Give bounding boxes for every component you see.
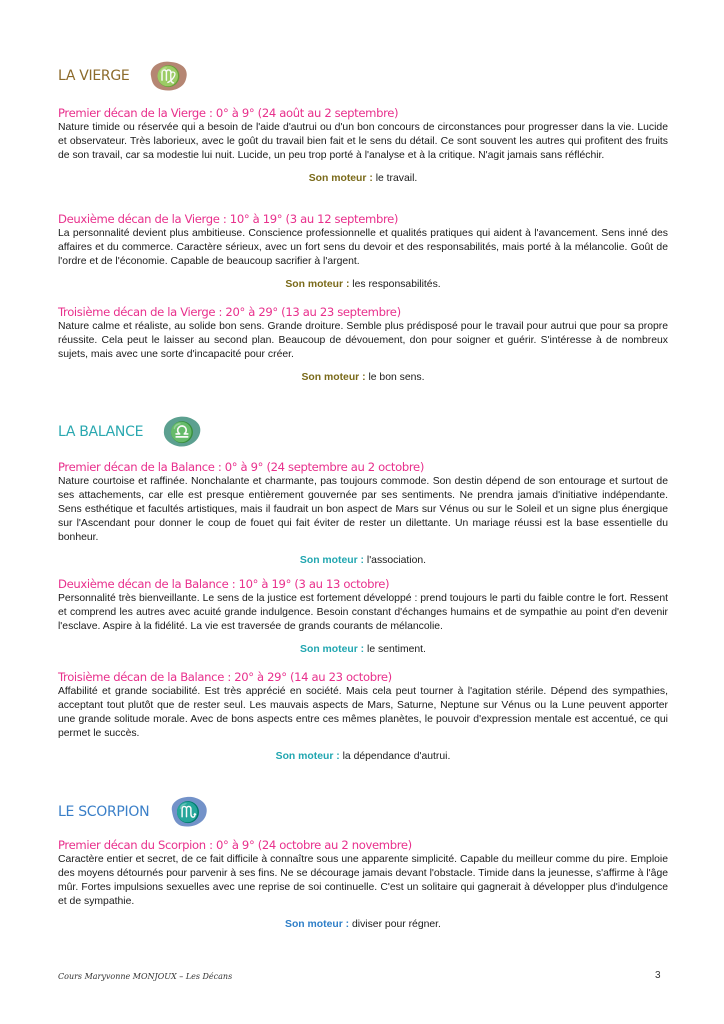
motor-value: diviser pour régner.	[352, 918, 441, 930]
decan-text: La personnalité devient plus ambitieuse. Conscience professionnelle et qualités pratiques qui aident à l'avancement. Sens inné des affaires et du commerce. Caractère sérieux, avec un fort sens du devoir et des responsabilités, mais porté à la mélancolie. Goût de l'ordre et de l'économie. Capable de beaucoup sacrifier à l'argent.	[58, 228, 668, 267]
motor-line	[58, 371, 668, 385]
motor-label: Son moteur :	[275, 750, 340, 762]
sign-title: LE SCORPION	[58, 804, 150, 820]
decan-title: Premier décan de la Balance : 0° à 9° (24 septembre au 2 octobre)	[58, 460, 424, 474]
sign-header-vierge	[58, 58, 191, 94]
decan-balance-1	[58, 460, 668, 568]
page-number: 3	[655, 970, 661, 981]
motor-line	[58, 643, 668, 657]
motor-value: le sentiment.	[367, 643, 426, 655]
motor-label: Son moteur :	[285, 278, 350, 290]
decan-title: Deuxième décan de la Vierge : 10° à 19° (3 au 12 septembre)	[58, 212, 399, 226]
decan-balance-3	[58, 670, 668, 764]
sign-header-scorpion	[58, 794, 211, 830]
decan-title: Premier décan du Scorpion : 0° à 9° (24 octobre au 2 novembre)	[58, 838, 412, 852]
motor-line	[58, 172, 668, 186]
scorpio-icon: ♏	[165, 794, 211, 830]
decan-text: Personnalité très bienveillante. Le sens de la justice est fortement développé : prend toujours le parti du faible contre le fort. Ressent et comprend les autres avec acuité grande indulgence. Besoin constant d'échanges humains et de sympathie au point d'en devenir l'esclave. Aspire à la fidélité. La vie est traversée de grands courants de mélancolie.	[58, 593, 668, 632]
libra-icon: ♎	[159, 414, 205, 450]
motor-line	[58, 750, 668, 764]
motor-line	[58, 554, 668, 568]
decan-vierge-2	[58, 212, 668, 292]
decan-text: Caractère entier et secret, de ce fait difficile à connaître sous une apparente simplicité. Capable du meilleur comme du pire. Emploie des moyens détournés pour parvenir à ses fins. Ne se décourage jamais devant l'obstacle. Timide dans la jeunesse, s'affirme à l'âge mûr. Fortes impulsions sexuelles avec une reprise de soi continuelle. C'est un solitaire qui gagnerait à développer plus d'indulgence et de sympathie.	[58, 854, 668, 907]
sign-header-balance	[58, 414, 205, 450]
sign-title: LA BALANCE	[58, 424, 144, 440]
motor-label: Son moteur :	[300, 643, 365, 655]
motor-value: le bon sens.	[368, 371, 425, 383]
footer-course-name: Cours Maryvonne MONJOUX – Les Décans	[58, 972, 233, 981]
decan-text: Nature timide ou réservée qui a besoin de l'aide d'autrui ou d'un bon concours de circonstances pour progresser dans la vie. Lucide et observateur. Très laborieux, avec le goût du travail bien fait et le sens du détail. Ce sont souvent les autres qui profitent des fruits de son travail, car sa modestie lui nuit. Lucide, un peu trop porté à l'analyse et à la critique. N'agit jamais sans réfléchir.	[58, 122, 668, 161]
decan-vierge-1	[58, 106, 668, 186]
decan-text: Nature calme et réaliste, au solide bon sens. Grande droiture. Semble plus prédisposé pour le travail pour autrui que pour sa propre réussite. Cela peut le laisser au second plan. Beaucoup de dévouement, don pour soigner et guérir. S'intéresse à de nombreux sujets, mais avec une sorte d'incapacité pour créer.	[58, 321, 668, 360]
decan-text: Nature courtoise et raffinée. Nonchalante et charmante, pas toujours commode. Son destin dépend de son entourage et surtout de ses attachements, car elle est presque entièrement gouvernée par ses sentiments. Ne prendra jamais d'initiative indépendante. Sens esthétique et facultés artistiques, mais il faudrait un bon aspect de Mars sur Vénus ou sur le Soleil et un signe plus énergique sur l'Ascendant pour donner le coup de fouet qui fait éviter de rester un dilettante. Un mariage réussi est la base essentielle du bonheur.	[58, 476, 668, 543]
decan-scorpion-1	[58, 838, 668, 932]
motor-value: les responsabilités.	[352, 278, 441, 290]
motor-line	[58, 278, 668, 292]
motor-label: Son moteur :	[301, 371, 366, 383]
decan-title: Troisième décan de la Balance : 20° à 29° (14 au 23 octobre)	[58, 670, 392, 684]
motor-label: Son moteur :	[308, 172, 373, 184]
sign-title: LA VIERGE	[58, 68, 130, 84]
motor-value: la dépendance d'autrui.	[342, 750, 451, 762]
motor-value: l'association.	[366, 554, 427, 566]
virgo-icon: ♍	[145, 58, 191, 94]
decan-title: Troisième décan de la Vierge : 20° à 29° (13 au 23 septembre)	[58, 305, 401, 319]
decan-balance-2	[58, 577, 668, 657]
decan-vierge-3	[58, 305, 668, 385]
motor-label: Son moteur :	[299, 554, 364, 566]
motor-line	[58, 918, 668, 932]
motor-label: Son moteur :	[285, 918, 350, 930]
decan-text: Affabilité et grande sociabilité. Est très apprécié en société. Mais cela peut tourner à l'agitation stérile. Dépend des sympathies, acceptant tout plutôt que de rester seul. Les mauvais aspects de Mars, Saturne, Neptune sur Vénus ou la Lune peuvent apporter une grande solitude morale. Avec de bons aspects entre ces mêmes planètes, le pouvoir d'expression mentale est accentué, ce qui permet le succès.	[58, 686, 668, 739]
motor-value: le travail.	[375, 172, 418, 184]
decan-title: Premier décan de la Vierge : 0° à 9° (24 août au 2 septembre)	[58, 106, 399, 120]
decan-title: Deuxième décan de la Balance : 10° à 19° (3 au 13 octobre)	[58, 577, 390, 591]
